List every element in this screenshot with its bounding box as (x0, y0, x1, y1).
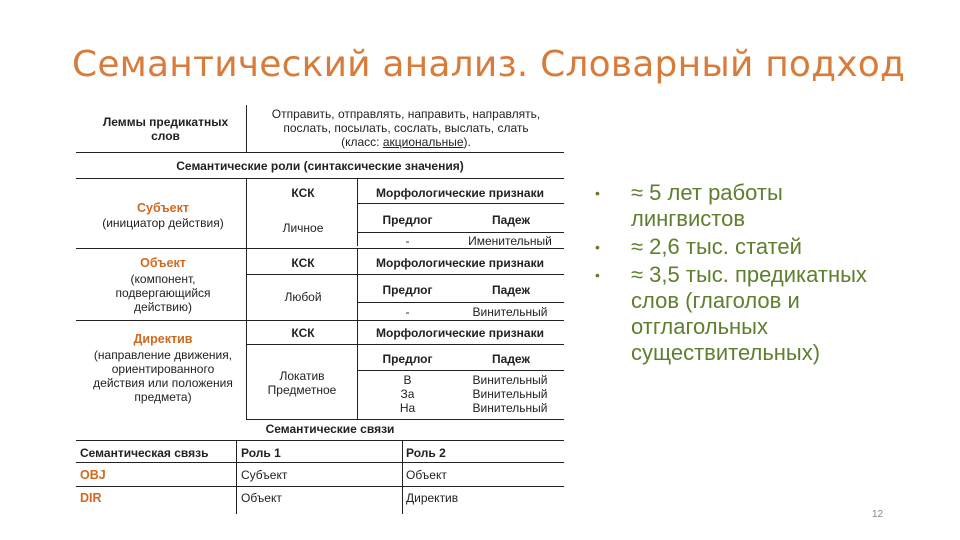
object-case-label: Падеж (492, 283, 530, 297)
role-subject: Субъект (137, 201, 189, 215)
slide-title: Семантический анализ. Словарный подход (72, 44, 906, 85)
bullet-item: • ≈ 3,5 тыс. предикатных слов (глаголов и отглагольных существительных) (595, 262, 867, 365)
links-row-dir-role2: Директив (406, 491, 459, 505)
subject-prep-value: - (405, 234, 410, 248)
links-row-obj-role1: Субъект (241, 468, 288, 482)
role-object: Объект (140, 256, 186, 270)
bullet-list (595, 180, 950, 374)
object-case-value: Винительный (472, 305, 548, 319)
directive-case-values: Винительный Винительный Винительный (472, 373, 548, 415)
links-row-dir-role1: Объект (241, 491, 282, 505)
role-subject-desc: (инициатор действия) (102, 216, 224, 230)
bullet-item: • ≈ 2,6 тыс. статей (595, 234, 802, 259)
role-object-desc: (компонент, подвергающийся действию) (115, 272, 211, 314)
object-prep-label: Предлог (382, 283, 433, 297)
bullet-item: • ≈ 5 лет работы лингвистов (595, 180, 783, 231)
object-ksk-value: Любой (284, 290, 322, 304)
links-row-obj-role2: Объект (406, 468, 447, 482)
object-ksk-label: КСК (291, 256, 315, 270)
subject-ksk-value: Личное (282, 221, 324, 235)
object-prep-value: - (405, 305, 410, 319)
roles-header: Семантические роли (синтаксические значения) (176, 159, 464, 173)
links-header: Семантические связи (265, 422, 395, 436)
subject-prep-label: Предлог (382, 213, 433, 227)
object-morph-label: Морфологические признаки (376, 256, 544, 270)
links-row-obj-rel: OBJ (80, 468, 106, 482)
directive-case-label: Падеж (492, 352, 530, 366)
directive-prep-values: В За На (399, 373, 416, 415)
bullet-marker: • (595, 239, 600, 255)
lemma-class-link[interactable]: акциональные (382, 135, 464, 149)
links-col-relation: Семантическая связь (80, 446, 209, 460)
links-col-role2: Роль 2 (406, 446, 446, 460)
page-number: 12 (872, 509, 884, 520)
subject-ksk-label: КСК (291, 186, 315, 200)
role-directive: Директив (133, 332, 193, 346)
bullet-marker: • (595, 267, 600, 283)
directive-prep-label: Предлог (382, 352, 433, 366)
subject-case-label: Падеж (492, 213, 530, 227)
role-directive-desc: (направление движения, ориентированного действия или положения предмета) (93, 348, 233, 404)
links-row-dir-rel: DIR (80, 491, 102, 505)
directive-morph-label: Морфологические признаки (376, 326, 544, 340)
subject-morph-label: Морфологические признаки (376, 186, 544, 200)
lemma-label: Леммы предикатных слов (102, 115, 229, 143)
lemma-value: Отправить, отправлять, направить, направлять, послать, посылать, сослать, выслать, слать (класс: акциональные). (271, 107, 541, 149)
directive-ksk-value: Локатив Предметное (267, 369, 337, 397)
links-col-role1: Роль 1 (241, 446, 281, 460)
bullet-marker: • (595, 185, 600, 201)
directive-ksk-label: КСК (291, 326, 315, 340)
subject-case-value: Именительный (468, 234, 552, 248)
